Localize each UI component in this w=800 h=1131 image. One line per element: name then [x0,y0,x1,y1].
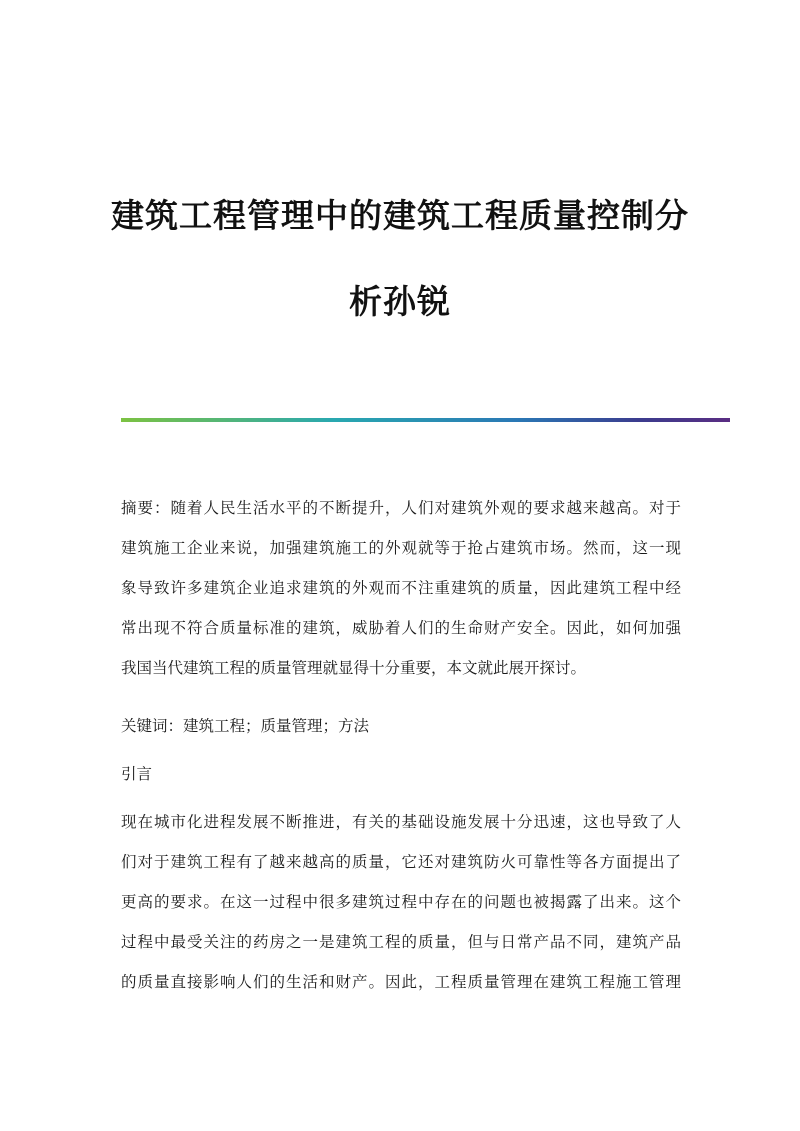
abstract-line: 我国当代建筑工程的质量管理就显得十分重要，本文就此展开探讨。 [121,659,587,677]
intro-line: 现在城市化进程发展不断推进，有关的基础设施发展十分迅速，这也导致了人 [121,813,681,831]
intro-line: 过程中最受关注的药房之一是建筑工程的质量，但与日常产品不同，建筑产品 [121,933,681,951]
abstract-line: 常出现不符合质量标准的建筑，威胁着人们的生命财产安全。因此，如何加强 [121,619,681,637]
abstract-line: 建筑施工企业来说，加强建筑施工的外观就等于抢占建筑市场。然而，这一现 [121,539,681,557]
abstract-paragraph [121,488,681,688]
title-divider [121,418,730,422]
document-title-line-2: 析孙锐 [349,282,451,321]
intro-paragraph [121,802,681,1002]
section-heading-text: 引言 [121,765,153,783]
abstract-line: 摘要：随着人民生活水平的不断提升，人们对建筑外观的要求越来越高。对于 [121,499,681,517]
abstract-line: 象导致许多建筑企业追求建筑的外观而不注重建筑的质量，因此建筑工程中经 [121,579,681,597]
intro-line: 们对于建筑工程有了越来越高的质量，它还对建筑防火可靠性等各方面提出了 [121,853,681,871]
keywords-text: 关键词：建筑工程；质量管理；方法 [121,717,370,735]
keywords-line [121,706,681,746]
document-title-line-1: 建筑工程管理中的建筑工程质量控制分 [111,196,689,235]
intro-line: 更高的要求。在这一过程中很多建筑过程中存在的问题也被揭露了出来。这个 [121,893,681,911]
section-heading-intro [121,754,681,794]
intro-line: 的质量直接影响人们的生活和财产。因此，工程质量管理在建筑工程施工管理 [121,973,681,991]
